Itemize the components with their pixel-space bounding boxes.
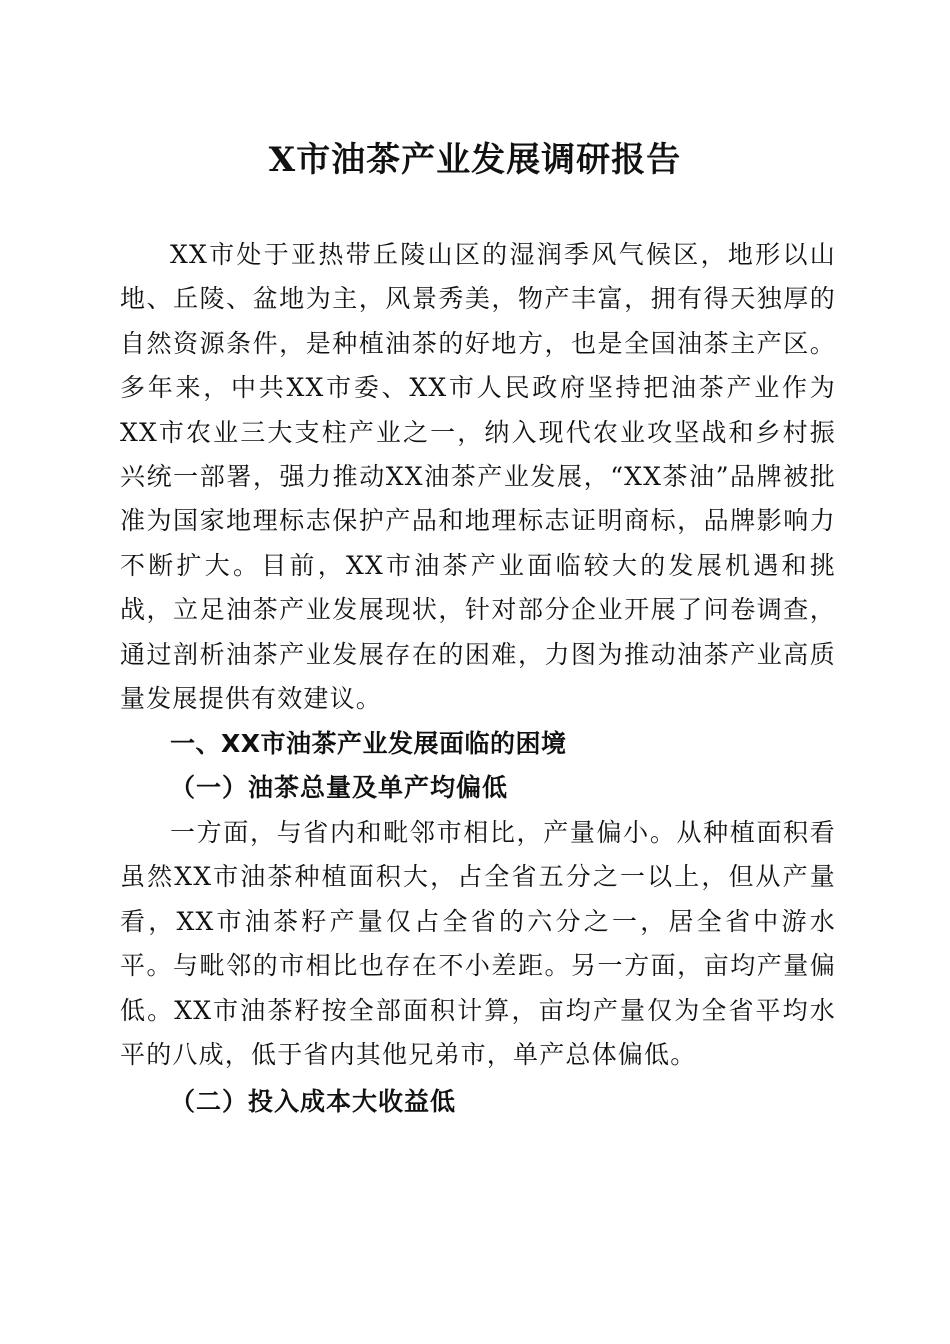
subsection-heading-1: （一）油茶总量及单产均偏低 bbox=[170, 773, 509, 802]
subsection-heading-2: （二）投入成本大收益低 bbox=[170, 1087, 457, 1116]
subsection-1-paragraph: 一方面，与省内和毗邻市相比，产量偏小。从种植面积看虽然XX市油茶种植面积大，占全省五分之一以上，但从产量看，XX市油茶籽产量仅占全省的六分之一，居全省中游水平。与毗邻的市相比也存在不小差距。另一方面，亩均产量偏低。XX市油茶籽按全部面积计算，亩均产量仅为全省平均水平的八成，低于省内其他兄弟市，单产总体偏低。 bbox=[120, 818, 836, 1070]
document-title: X市油茶产业发展调研报告 bbox=[268, 140, 682, 180]
section-heading-1: 一、XX市油茶产业发展面临的困境 bbox=[170, 729, 567, 758]
intro-paragraph: XX市处于亚热带丘陵山区的湿润季风气候区，地形以山地、丘陵、盆地为主，风景秀美，物产丰富，拥有得天独厚的自然资源条件，是种植油茶的好地方，也是全国油茶主产区。多年来，中共XX市委、XX市人民政府坚持把油茶产业作为XX市农业三大支柱产业之一，纳入现代农业攻坚战和乡村振兴统一部署，强力推动XX油茶产业发展，“XX茶油”品牌被批准为国家地理标志保护产品和地理标志证明商标，品牌影响力不断扩大。目前，XX市油茶产业面临较大的发展机遇和挑战，立足油茶产业发展现状，针对部分企业开展了问卷调查，通过剖析油茶产业发展存在的困难，力图为推动油茶产业高质量发展提供有效建议。 bbox=[120, 240, 836, 714]
